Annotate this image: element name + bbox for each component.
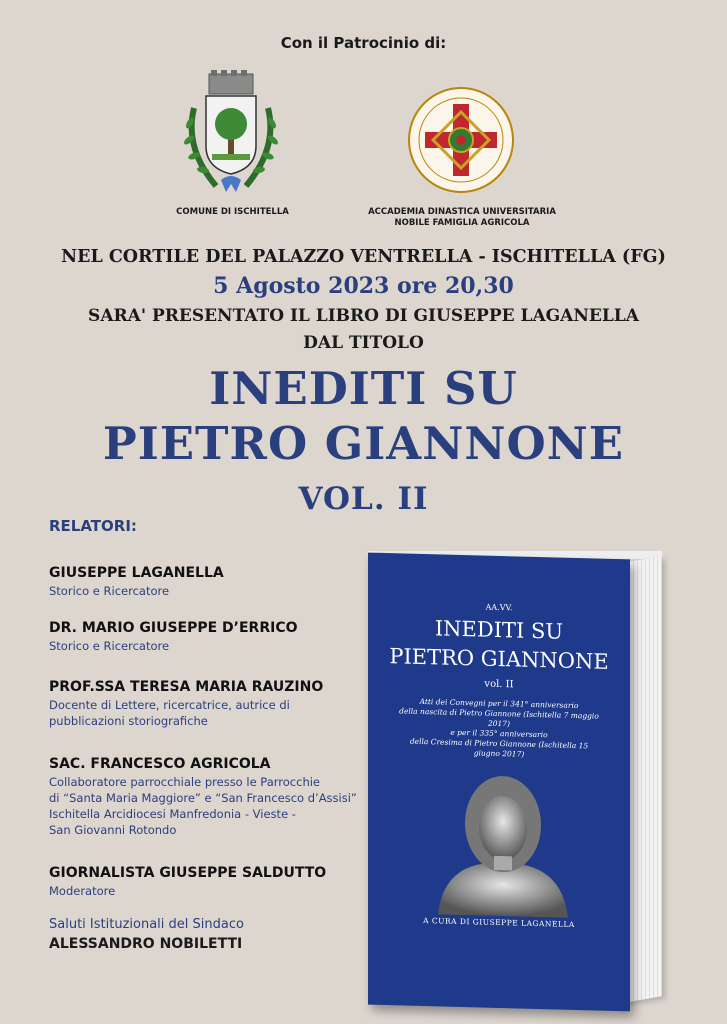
speaker-name: DR. MARIO GIUSEPPE D’ERRICO [49, 620, 298, 636]
comune-ischitella-logo [176, 68, 286, 200]
event-venue: NEL CORTILE DEL PALAZZO VENTRELLA - ISCHITELLA (FG) [61, 247, 666, 267]
mayor-name: ALESSANDRO NOBILETTI [49, 936, 243, 952]
speaker-entry [49, 619, 359, 654]
crest-icon [176, 68, 286, 200]
speakers-heading: RELATORI: [49, 517, 137, 535]
cover-volume: vol. II [484, 678, 514, 691]
cover-subtitle-line: e per il 335° anniversario [450, 727, 548, 740]
speaker-desc: Docente di Lettere, ricercatrice, autrice di [49, 698, 290, 712]
speaker-entry [49, 755, 359, 838]
bust-icon [428, 764, 578, 918]
seal-icon [407, 86, 515, 194]
accademia-label [352, 207, 572, 229]
cover-subtitle-line: Atti dei Convegni per il 341° anniversario [419, 696, 579, 711]
presentation-line-2: DAL TITOLO [303, 333, 424, 353]
book-title-line-1: INEDITI SU [209, 362, 518, 415]
presentation-line-1: SARA' PRESENTATO IL LIBRO DI GIUSEPPE LAGANELLA [88, 306, 639, 326]
speaker-desc: pubblicazioni storiografiche [49, 714, 208, 728]
speaker-desc: Ischitella Arcidiocesi Manfredonia - Vieste - [49, 807, 296, 821]
book-cover [368, 553, 630, 1012]
speaker-name: GIORNALISTA GIUSEPPE SALDUTTO [49, 865, 327, 881]
bust-image [428, 764, 578, 918]
cover-title-line-1: INEDITI SU [434, 616, 564, 644]
speaker-desc: Storico e Ricercatore [49, 639, 170, 653]
speaker-desc: Moderatore [49, 884, 116, 898]
cover-subtitle [368, 696, 630, 763]
cover-subtitle-line: della Cresima di Pietro Giannone (Ischitella 15 giugno 2017) [409, 736, 589, 759]
greetings-label: Saluti Istituzionali del Sindaco [49, 917, 244, 932]
cover-title-line-2: PIETRO GIANNONE [389, 644, 609, 674]
speaker-entry [49, 864, 359, 899]
comune-label: COMUNE DI ISCHITELLA [176, 207, 289, 217]
accademia-label-line1: ACCADEMIA DINASTICA UNIVERSITARIA [368, 207, 556, 217]
speaker-name: SAC. FRANCESCO AGRICOLA [49, 756, 271, 772]
speaker-desc: San Giovanni Rotondo [49, 823, 177, 837]
cover-authors: AA.VV. [485, 602, 513, 613]
speaker-desc: Storico e Ricercatore [49, 584, 170, 598]
cover-subtitle-line: della nascita di Pietro Giannone (Ischitella 7 maggio 2017) [399, 706, 599, 729]
cover-curator: A CURA DI GIUSEPPE LAGANELLA [423, 916, 575, 929]
speaker-entry [49, 678, 359, 729]
speaker-entry [49, 564, 359, 599]
book-title-line-2: PIETRO GIANNONE [102, 417, 625, 470]
event-date: 5 Agosto 2023 ore 20,30 [213, 273, 514, 299]
accademia-logo [407, 86, 515, 194]
patronage-heading: Con il Patrocinio di: [280, 34, 447, 52]
speaker-name: GIUSEPPE LAGANELLA [49, 565, 224, 581]
speaker-name: PROF.SSA TERESA MARIA RAUZINO [49, 679, 324, 695]
accademia-label-line2: NOBILE FAMIGLIA AGRICOLA [394, 218, 530, 228]
speaker-desc: Collaboratore parrocchiale presso le Parrocchie [49, 775, 321, 789]
book-volume: VOL. II [298, 481, 429, 517]
speaker-desc: di “Santa Maria Maggiore” e “San Francesco d’Assisi” [49, 791, 357, 805]
